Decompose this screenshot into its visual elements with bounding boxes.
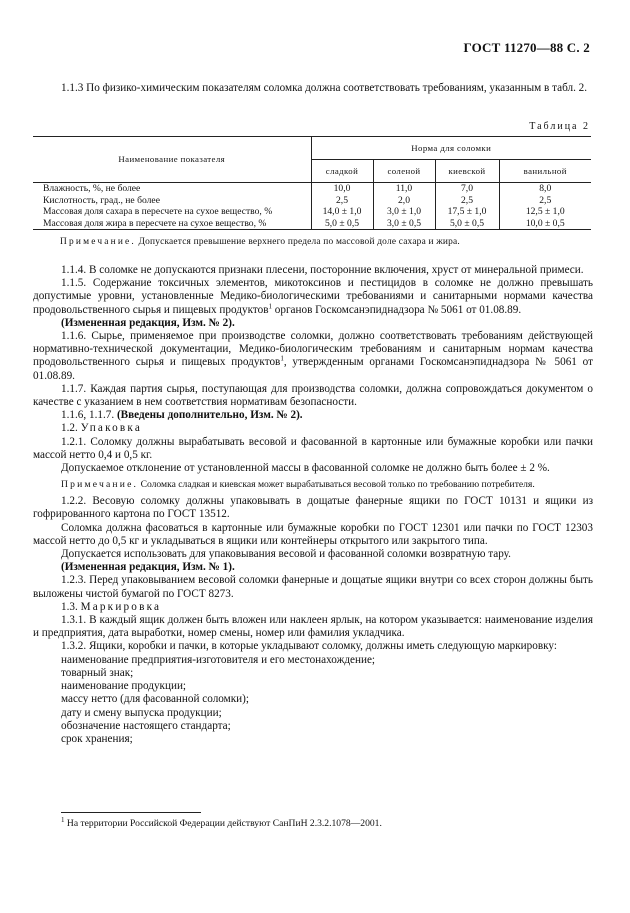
table-cell: 10,0 [311, 183, 373, 195]
list-item: срок хранения; [61, 732, 133, 745]
paragraph-1-1-7: 1.1.7. Каждая партия сырья, поступающая для производства соломки, должна сопровождаться документом о качестве с указанием в нем соответствия нормативам безопасности. [33, 382, 593, 409]
column-group-header: Норма для соломки [311, 137, 591, 160]
note-label: Примечание. [60, 237, 136, 247]
paragraph-1-2-2-packing: Соломка должна фасоваться в картонные или бумажные коробки по ГОСТ 12301 или пачки по ГОСТ 12303 массой нетто до 0,5 кг и укладываться в ящики или контейнеры открытого или закрытого типа. [33, 521, 593, 547]
table-cell: 14,0 ± 1,0 [311, 206, 373, 218]
column-header-name: Наименование показателя [33, 137, 311, 183]
paragraph-1-2-1: 1.2.1. Соломку должны вырабатывать весовой и фасованной в картонные или бумажные коробки или пачки массой нетто 0,4 и 0,5 кг. [33, 435, 593, 461]
norms-table [33, 136, 591, 230]
paragraph-1-1-6: 1.1.6. Сырье, применяемое при производстве соломки, должно соответствовать требованиям действующей нормативно-технической документации, Медико-биологическим требованиям и санитарным нормам качества продовольственного сырья и пищевых продуктов$^1$, утвержденным органами Госкомсанэпиднадзора № 5061 от 01.08.89. [33, 330, 593, 382]
packaging-note: Примечание. Соломка сладкая и киевская может вырабатываться весовой только по требованию потребителя. [61, 479, 535, 491]
row-label: Влажность, %, не более [43, 183, 141, 195]
paragraph-1-1-4: 1.1.4. В соломке не допускаются признаки плесени, посторонние включения, хруст от минеральной примеси. [61, 264, 584, 276]
table-cell: 11,0 [373, 183, 435, 195]
row-label: Массовая доля сахара в пересчете на сухое вещество, % [43, 206, 273, 218]
note-text: Допускается превышение верхнего предела по массовой доле сахара и жира. [138, 237, 460, 247]
table-cell: 3,0 ± 1,0 [373, 206, 435, 218]
table-cell: 2,5 [311, 195, 373, 207]
footnote-divider [61, 812, 201, 813]
table-cell: 2,5 [435, 195, 499, 207]
section-heading-1-3: 1.3. Маркировка [61, 600, 162, 613]
footnote [61, 815, 382, 829]
table-cell: 7,0 [435, 183, 499, 195]
table-cell: 12,5 ± 1,0 [499, 206, 591, 218]
table-cell: 2,5 [499, 195, 591, 207]
paragraph-1-3-1: 1.3.1. В каждый ящик должен быть вложен или наклеен ярлык, на котором указывается: наименование изделия и предприятия, дата выработки, номер смены, номер или фамилия укладчика. [33, 614, 593, 640]
table-cell: 5,0 ± 0,5 [311, 218, 373, 230]
list-item: наименование предприятия-изготовителя и его местонахождение; [61, 653, 376, 666]
row-label: Кислотность, град., не более [43, 194, 160, 206]
list-item: обозначение настоящего стандарта; [61, 719, 231, 732]
table-cell: 8,0 [499, 183, 591, 195]
paragraph-1-2-2-return: Допускается использовать для упаковывания весовой и фасованной соломки возвратную тару. [61, 548, 511, 561]
column-header-kiev: киевской [435, 160, 499, 183]
table-row [33, 183, 591, 195]
table-row [33, 206, 591, 218]
table-cell: 3,0 ± 0,5 [373, 218, 435, 230]
table-row [33, 218, 591, 230]
table-note [60, 237, 600, 247]
footnote-ref: 1 [268, 301, 272, 310]
table-cell: 5,0 ± 0,5 [435, 218, 499, 230]
edit-note: (Измененная редакция, Изм. № 1). [61, 561, 235, 574]
paragraph-1-1-5: 1.1.5. Содержание токсичных элементов, микотоксинов и пестицидов в соломке не должно превышать допустимые уровни, установленные Медико-биологическими требованиями и санитарными нормами качества продовольственного сырья и пищевых продуктов$^1$ органов Госкомсанэпиднадзора № 5061 от 01.08.89. [33, 277, 593, 316]
added-note: 1.1.6, 1.1.7. (Введены дополнительно, Изм. № 2). [61, 409, 303, 422]
column-header-salted: соленой [373, 160, 435, 183]
list-item: товарный знак; [61, 666, 134, 679]
paragraph-1-1-3: 1.1.3 По физико-химическим показателям соломка должна соответствовать требованиям, указанным в табл. 2. [61, 82, 588, 94]
paragraph-1-2-3: 1.2.3. Перед упаковыванием весовой соломки фанерные и дощатые ящики внутри со всех сторон должны быть выложены чистой бумагой по ГОСТ 8273. [33, 574, 593, 600]
edit-note: (Измененная редакция, Изм. № 2). [61, 316, 235, 329]
column-header-vanilla: ванильной [499, 160, 591, 183]
table-caption: Таблица 2 [529, 121, 590, 132]
body-text [33, 264, 593, 746]
row-label: Массовая доля жира в пересчете на сухое вещество, % [33, 218, 311, 230]
column-header-sweet: сладкой [311, 160, 373, 183]
paragraph-1-3-2: 1.3.2. Ящики, коробки и пачки, в которые укладывают соломку, должны иметь следующую маркировку: [61, 640, 557, 653]
footnote-ref: 1 [280, 354, 284, 363]
table-row [33, 195, 591, 207]
list-item: наименование продукции; [61, 680, 187, 693]
footnote-mark: 1 [61, 815, 65, 824]
list-item: массу нетто (для фасованной соломки); [61, 693, 249, 706]
footnote-text: На территории Российской Федерации действуют СанПиН 2.3.2.1078—2001. [64, 818, 382, 829]
section-heading-1-2: 1.2. Упаковка [61, 422, 143, 435]
table-cell: 10,0 ± 0,5 [499, 218, 591, 230]
list-item: дату и смену выпуска продукции; [61, 706, 222, 719]
paragraph-1-2-1-tolerance: Допускаемое отклонение от установленной массы в фасованной соломке не должно быть более ± 2 %. [61, 462, 550, 475]
page-header: ГОСТ 11270—88 С. 2 [463, 40, 590, 55]
table-cell: 2,0 [373, 195, 435, 207]
table-cell: 17,5 ± 1,0 [435, 206, 499, 218]
paragraph-1-2-2: 1.2.2. Весовую соломку должны упаковывать в дощатые фанерные ящики по ГОСТ 10131 и ящики из гофрированного картона по ГОСТ 13512. [33, 495, 593, 521]
